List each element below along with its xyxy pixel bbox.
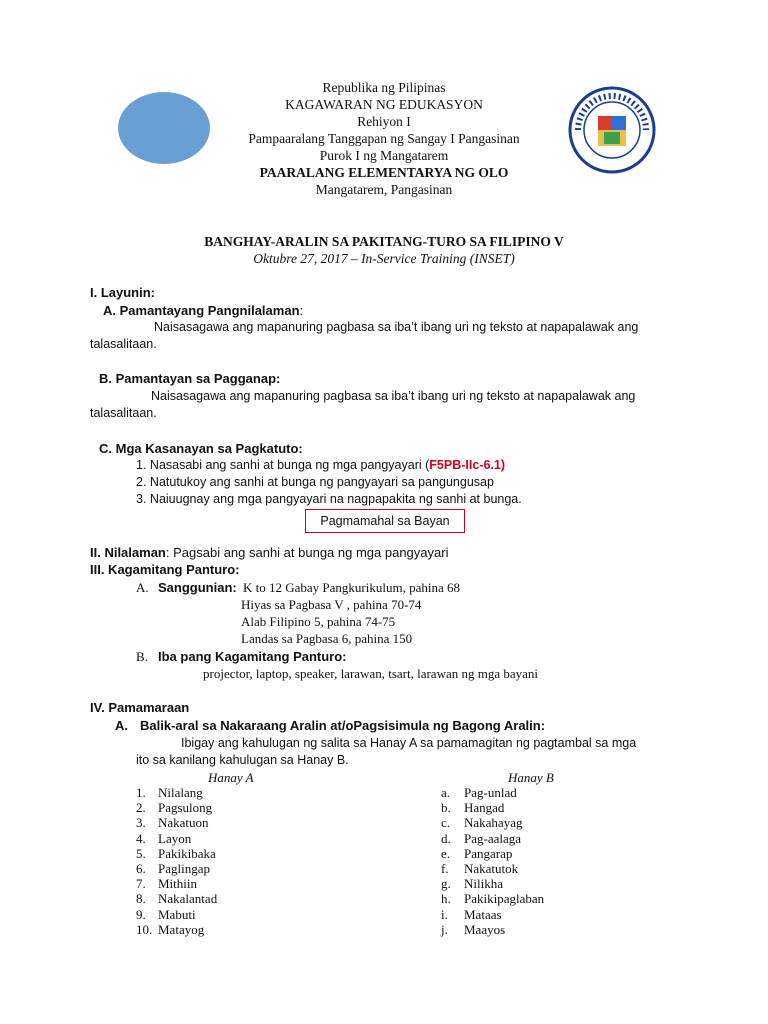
school-location: Mangatarem, Pangasinan	[315, 182, 453, 197]
iba-pang-kagamitan-text: projector, laptop, speaker, larawan, tsart, larawan ng mga bayani	[203, 666, 539, 681]
item-letter: b.	[441, 800, 451, 816]
layunin-b-text-2: talasalitaan.	[90, 406, 157, 420]
item-number: 1.	[136, 785, 146, 800]
header-division: Pampaaralang Tanggapan ng Sangay I Pangasinan	[248, 131, 520, 146]
item-word: Matayog	[158, 921, 205, 937]
competency-item-2	[136, 475, 494, 489]
competency-code: F5PB-IIc-6.1	[429, 458, 501, 472]
competency-number: 3.	[136, 492, 147, 506]
item-number: 2.	[136, 800, 146, 816]
item-word: Pakikibaka	[158, 845, 216, 861]
item-word: Nilikha	[464, 876, 503, 892]
instruction-text-1: Ibigay ang kahulugan ng salita sa Hanay A sa pamamagitan ng pagtambal sa mga	[181, 736, 637, 750]
kagamitan-heading: III. Kagamitang Panturo:	[90, 562, 240, 577]
values-integration-box: Pagmamahal sa Bayan	[305, 509, 465, 533]
page-subtitle: Oktubre 27, 2017 – In-Service Training (INSET)	[253, 251, 515, 266]
layunin-b-heading: B. Pamantayan sa Pagganap:	[99, 371, 281, 386]
competency-text: Nasasabi ang sanhi at bunga ng mga pangyayari (	[149, 458, 430, 472]
item-number: 10.	[136, 921, 153, 937]
layunin-a-heading: A. Pamantayang Pangnilalaman	[103, 303, 300, 318]
header-department: KAGAWARAN NG EDUKASYON	[285, 97, 483, 112]
item-number: 3.	[136, 815, 146, 831]
item-word: Nakatutok	[464, 861, 519, 876]
item-word: Nakalantad	[158, 891, 218, 907]
section-layunin-heading: I. Layunin:	[90, 285, 155, 300]
instruction-text-2: ito sa kanilang kahulugan sa Hanay B.	[136, 753, 349, 767]
item-word: Nilalang	[158, 785, 203, 800]
competency-number: 2.	[136, 475, 147, 489]
item-letter: g.	[441, 876, 451, 892]
school-name: PAARALANG ELEMENTARYA NG OLO	[259, 165, 509, 180]
item-word: Maayos	[464, 921, 506, 937]
competency-item-1	[136, 458, 505, 472]
item-word: Mabuti	[158, 906, 196, 922]
item-word: Pag-aalaga	[464, 830, 522, 846]
pamamaraan-a-heading: Balik-aral sa Nakaraang Aralin at/oPagsisimula ng Bagong Aralin:	[140, 718, 546, 733]
sanggunian-label: Sanggunian:	[158, 580, 237, 595]
pamamaraan-heading: IV. Pamamaraan	[90, 700, 190, 715]
item-number: 8.	[136, 891, 146, 907]
item-letter: c.	[441, 815, 451, 831]
item-word: Mataas	[464, 906, 502, 922]
item-word: Nakatuon	[158, 815, 209, 831]
layunin-a-text-2: talasalitaan.	[90, 337, 157, 351]
competency-code-close: )	[500, 458, 506, 472]
layunin-a-text-1: Naisasagawa ang mapanuring pagbasa sa iba’t ibang uri ng teksto at napapalawak ang	[154, 320, 639, 334]
layunin-a-heading-wrap	[103, 303, 303, 318]
item-word: Paglingap	[158, 861, 210, 876]
item-letter: f.	[441, 861, 449, 876]
sanggunian-item: Landas sa Pagbasa 6, pahina 150	[241, 631, 413, 646]
competency-text: Natutukoy ang sanhi at bunga ng pangyayari sa pangungusap	[149, 475, 494, 489]
item-letter: i.	[441, 906, 448, 922]
item-letter: j.	[441, 921, 448, 937]
kagamitan-b-letter: B.	[136, 649, 148, 664]
header-republic: Republika ng Pilipinas	[322, 80, 446, 95]
item-letter: d.	[441, 830, 451, 846]
kagamitan-a-letter: A.	[136, 580, 149, 595]
hanay-b-title: Hanay B	[508, 770, 554, 785]
item-letter: e.	[441, 845, 451, 861]
sanggunian-item: K to 12 Gabay Pangkurikulum, pahina 68	[243, 580, 460, 595]
nilalaman-line	[90, 545, 448, 560]
layunin-c-heading: C. Mga Kasanayan sa Pagkatuto:	[99, 441, 303, 456]
competency-item-3	[136, 492, 522, 506]
item-word: Hangad	[464, 800, 505, 816]
nilalaman-text: : Pagsabi ang sanhi at bunga ng mga pangyayari	[165, 545, 449, 560]
item-number: 9.	[136, 906, 146, 922]
layunin-b-text-1: Naisasagawa ang mapanuring pagbasa sa iba’t ibang uri ng teksto at napapalawak ang	[151, 389, 636, 403]
item-word: Pag-unlad	[464, 785, 517, 800]
pamamaraan-a-letter: A.	[115, 718, 128, 733]
nilalaman-heading: II. Nilalaman	[90, 545, 166, 560]
item-number: 7.	[136, 876, 146, 892]
item-number: 4.	[136, 830, 146, 846]
header-region: Rehiyon I	[357, 114, 411, 129]
item-word: Pangarap	[464, 845, 513, 861]
hanay-a-title: Hanay A	[208, 770, 254, 785]
item-letter: a.	[441, 785, 451, 800]
header-district: Purok I ng Mangatarem	[319, 148, 449, 163]
competency-text: Naiuugnay ang mga pangyayari na nagpapakita ng sanhi at bunga.	[149, 492, 522, 506]
item-letter: h.	[441, 891, 451, 907]
item-word: Pakikipaglaban	[464, 891, 545, 907]
item-word: Pagsulong	[158, 800, 213, 816]
item-word: Layon	[158, 830, 192, 846]
sanggunian-item: Alab Filipino 5, pahina 74-75	[241, 614, 396, 629]
item-number: 5.	[136, 845, 146, 861]
sanggunian-item: Hiyas sa Pagbasa V , pahina 70-74	[241, 597, 422, 612]
item-word: Mithiin	[158, 876, 198, 892]
item-word: Nakahayag	[464, 815, 523, 831]
page-title: BANGHAY-ARALIN SA PAKITANG-TURO SA FILIPINO V	[204, 234, 564, 249]
competency-number: 1.	[136, 458, 147, 472]
layunin-a-colon: :	[299, 303, 304, 318]
iba-pang-kagamitan-label: Iba pang Kagamitang Panturo:	[158, 649, 347, 664]
item-number: 6.	[136, 861, 146, 876]
